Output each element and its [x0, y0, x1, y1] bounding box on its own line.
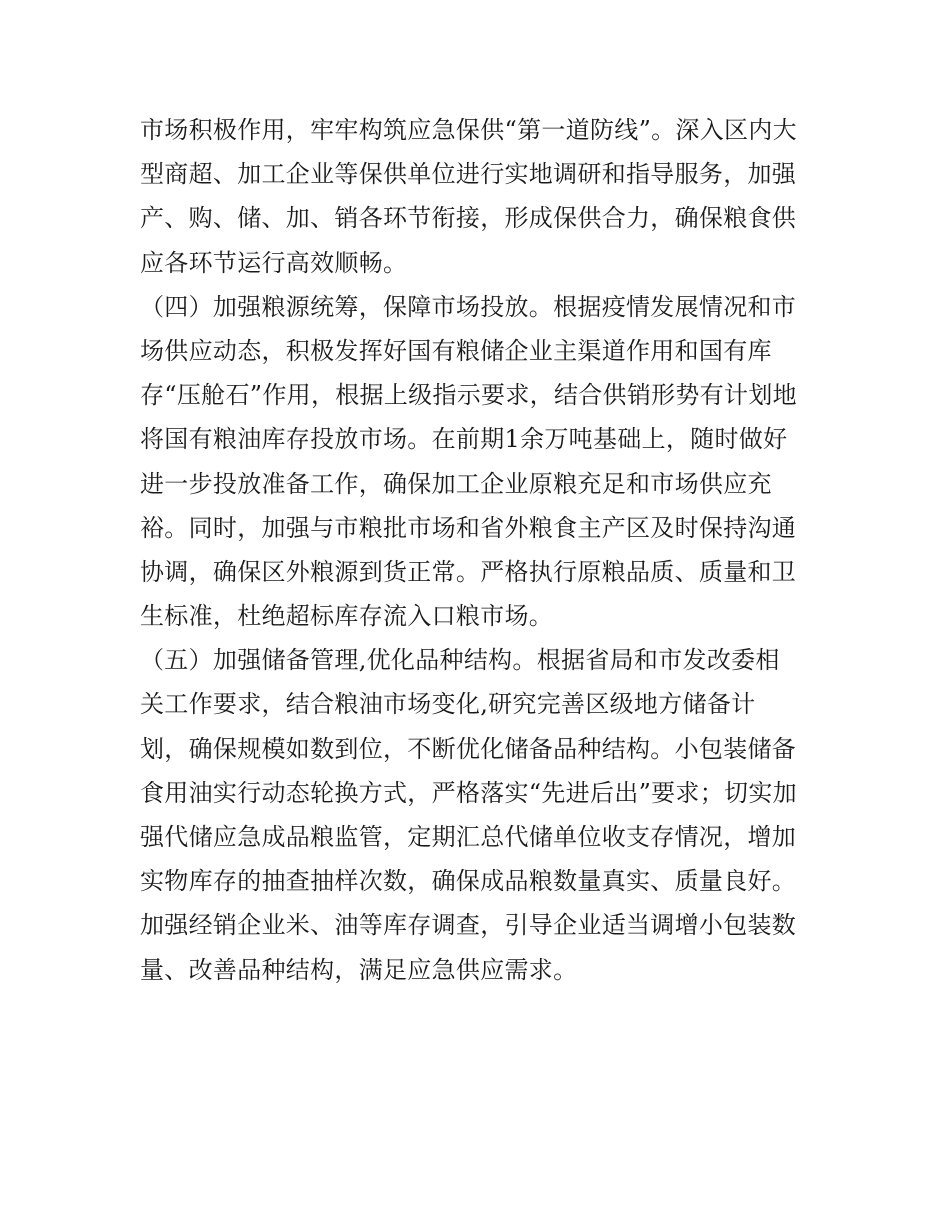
- text-line: 进一步投放准备工作，确保加工企业原粮充足和市场供应充: [140, 469, 772, 498]
- text-line: 将国有粮油库存投放市场。在前期1余万吨基础上，随时做好: [140, 425, 788, 454]
- text-line: 应各环节运行高效顺畅。: [140, 248, 408, 277]
- text-line: 裕。同时，加强与市粮批市场和省外粮食主产区及时保持沟通: [140, 513, 797, 542]
- text-line: 划，确保规模如数到位，不断优化储备品种结构。小包装储备: [140, 734, 797, 763]
- text-line: 协调，确保区外粮源到货正常。严格执行原粮品质、质量和卫: [140, 557, 797, 586]
- text-line: 场供应动态，积极发挥好国有粮储企业主渠道作用和国有库: [140, 336, 772, 365]
- text-line: 实物库存的抽查抽样次数，确保成品粮数量真实、质量良好。: [140, 867, 797, 896]
- text-line: 强代储应急成品粮监管，定期汇总代储单位收支存情况，增加: [140, 823, 797, 851]
- text-line: 食用油实行动态轮换方式，严格落实“先进后出”要求；切实加: [140, 778, 797, 807]
- text-line: 加强经销企业米、油等库存调查，引导企业适当调增小包装数: [140, 911, 797, 940]
- document-body: [140, 108, 820, 992]
- section-four-heading-line: （四）加强粮源统筹，保障市场投放。根据疫情发展情况和市: [140, 292, 797, 321]
- text-line: 产、购、储、加、销各环节衔接，形成保供合力，确保粮食供: [140, 204, 797, 233]
- text-line: 量、改善品种结构，满足应急供应需求。: [140, 955, 578, 984]
- text-line: 生标准，杜绝超标库存流入口粮市场。: [140, 602, 554, 631]
- text-line: 市场积极作用，牢牢构筑应急保供“第一道防线”。深入区内大: [140, 116, 797, 144]
- section-five-heading-line: （五）加强储备管理,优化品种结构。根据省局和市发改委相: [140, 646, 780, 675]
- text-line: 关工作要求，结合粮油市场变化,研究完善区级地方储备计: [140, 690, 756, 719]
- text-line: 存“压舱石”作用，根据上级指示要求，结合供销形势有计划地: [140, 381, 797, 410]
- text-line: 型商超、加工企业等保供单位进行实地调研和指导服务，加强: [140, 160, 797, 189]
